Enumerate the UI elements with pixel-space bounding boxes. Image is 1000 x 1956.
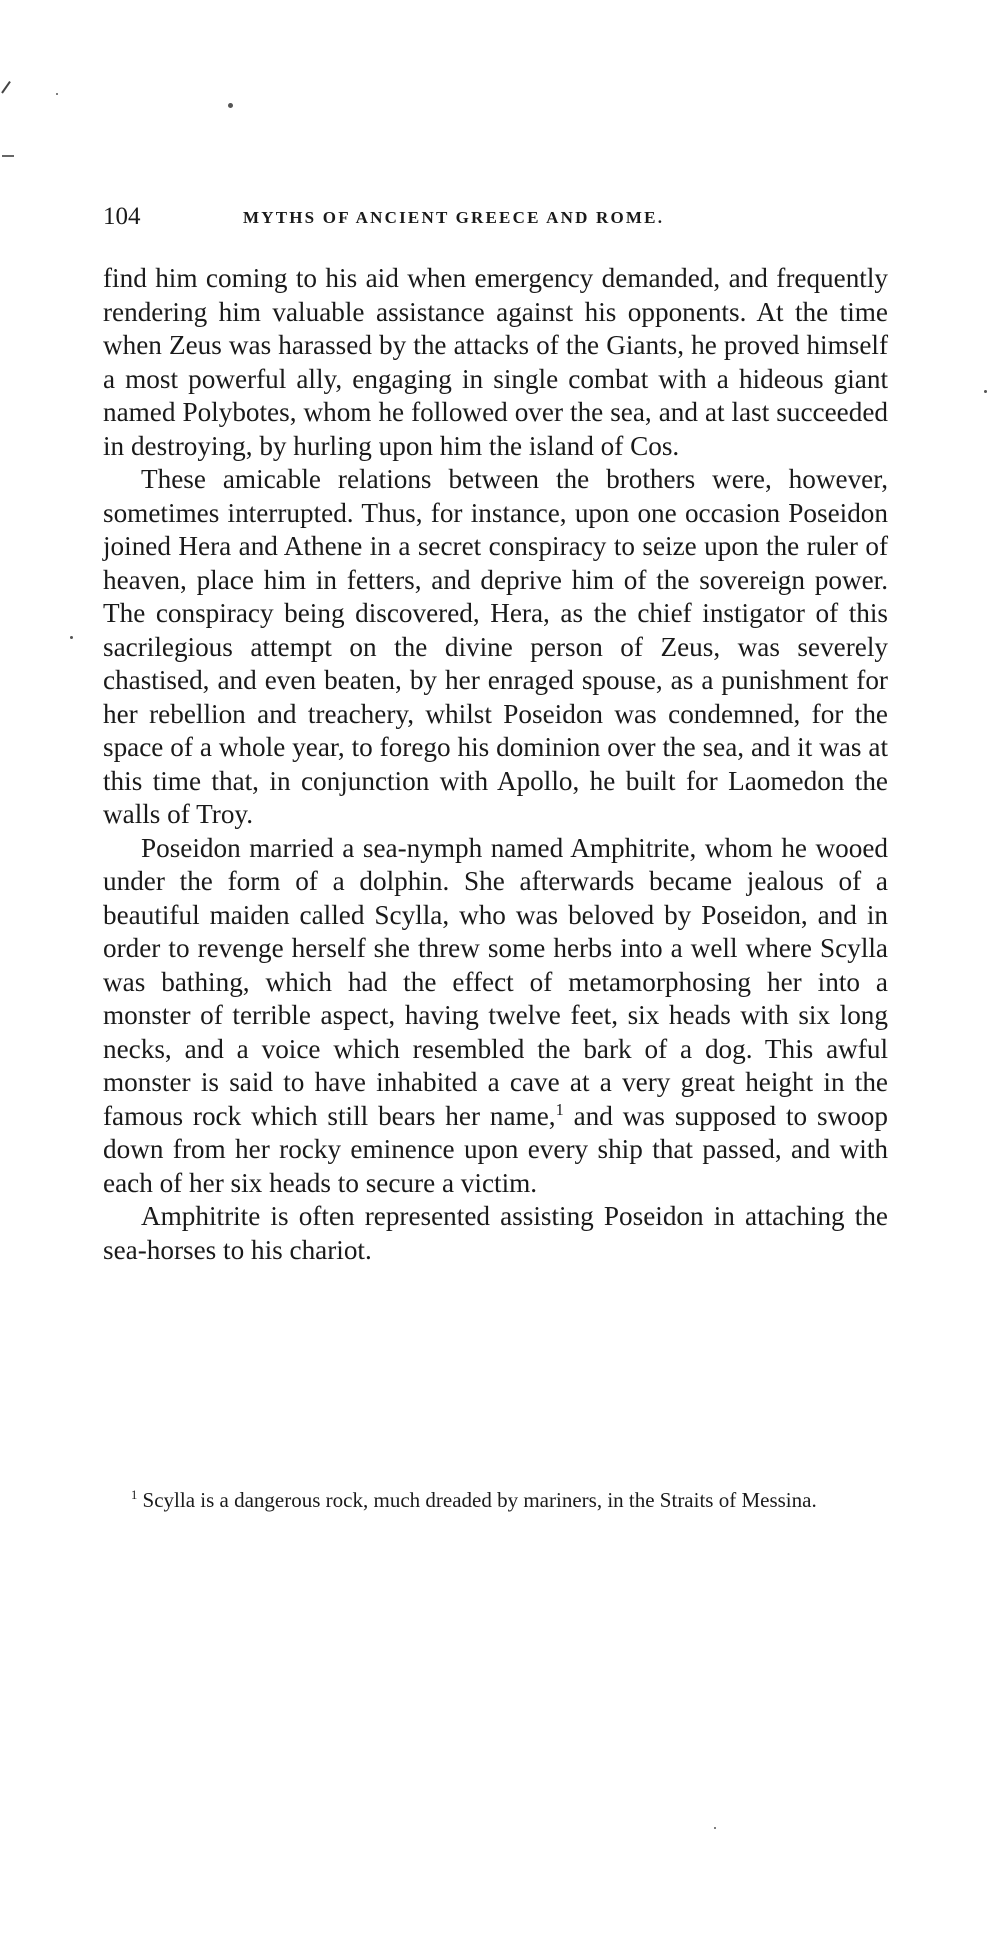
footnote-text: Scylla is a dangerous rock, much dreaded by mariners, in the Straits of Messina. bbox=[137, 1488, 817, 1512]
footnote bbox=[103, 1488, 888, 1512]
paragraph bbox=[103, 832, 888, 1201]
paragraph: Amphitrite is often represented assisting Poseidon in attaching the sea-horses to his chariot. bbox=[103, 1201, 888, 1265]
paragraph: find him coming to his aid when emergency demanded, and frequently rendering him valuable assistance against his opponents. At the time when Zeus was harassed by the attacks of the Giants, he proved himself a most powerful ally, engaging in single combat with a hideous giant named Polybotes, whom he followed over the sea, and at last succeeded in destroying, by hurling upon him the island of Cos. bbox=[103, 263, 888, 461]
footnote-reference: 1 bbox=[555, 1099, 564, 1119]
paragraph: These amicable relations between the brothers were, however, sometimes interrupted. Thus, for instance, upon one occasion Poseidon joined Hera and Athene in a secret conspiracy to seize upon the ruler of heaven, place him in fetters, and deprive him of the sovereign power. The conspiracy being discovered, Hera, as the chief instigator of this sacrilegious attempt on the divine person of Zeus, was severely chastised, and even beaten, by her enraged spouse, as a punishment for her rebellion and treachery, whilst Poseidon was condemned, for the space of a whole year, to forego his dominion over the sea, and it was at this time that, in conjunction with Apollo, he built for Laomedon the walls of Troy. bbox=[103, 464, 888, 829]
page-header bbox=[103, 204, 888, 230]
speck bbox=[984, 390, 987, 393]
speck bbox=[70, 636, 73, 639]
running-title: MYTHS OF ANCIENT GREECE AND ROME. bbox=[243, 208, 665, 227]
footnote-marker: 1 bbox=[131, 1488, 138, 1502]
speck bbox=[228, 103, 233, 108]
paragraph-text: Poseidon married a sea-nymph named Amphitrite, whom he wooed under the form of a dolphin. She afterwards became jealous of a beautiful maiden called Scylla, who was beloved by Poseidon, and in order to revenge herself she threw some herbs into a well where Scylla was bathing, which had the effect of metamorphosing her into a monster of terrible aspect, having twelve feet, six heads with six long necks, and a voice which resembled the bark of a dog. This awful monster is said to have inhabited a cave at a very great height in the famous rock which still bears her name, bbox=[103, 832, 888, 1131]
scan-dash bbox=[2, 155, 14, 157]
scan-mark bbox=[1, 81, 11, 94]
page-number: 104 bbox=[103, 203, 141, 230]
speck bbox=[56, 93, 58, 95]
body-text bbox=[103, 262, 888, 1267]
paragraph-text: and was supposed to swoop down from her rocky eminence upon every ship that passed, and with each of her six heads to secure a victim. bbox=[103, 1100, 888, 1198]
speck bbox=[714, 1827, 716, 1829]
